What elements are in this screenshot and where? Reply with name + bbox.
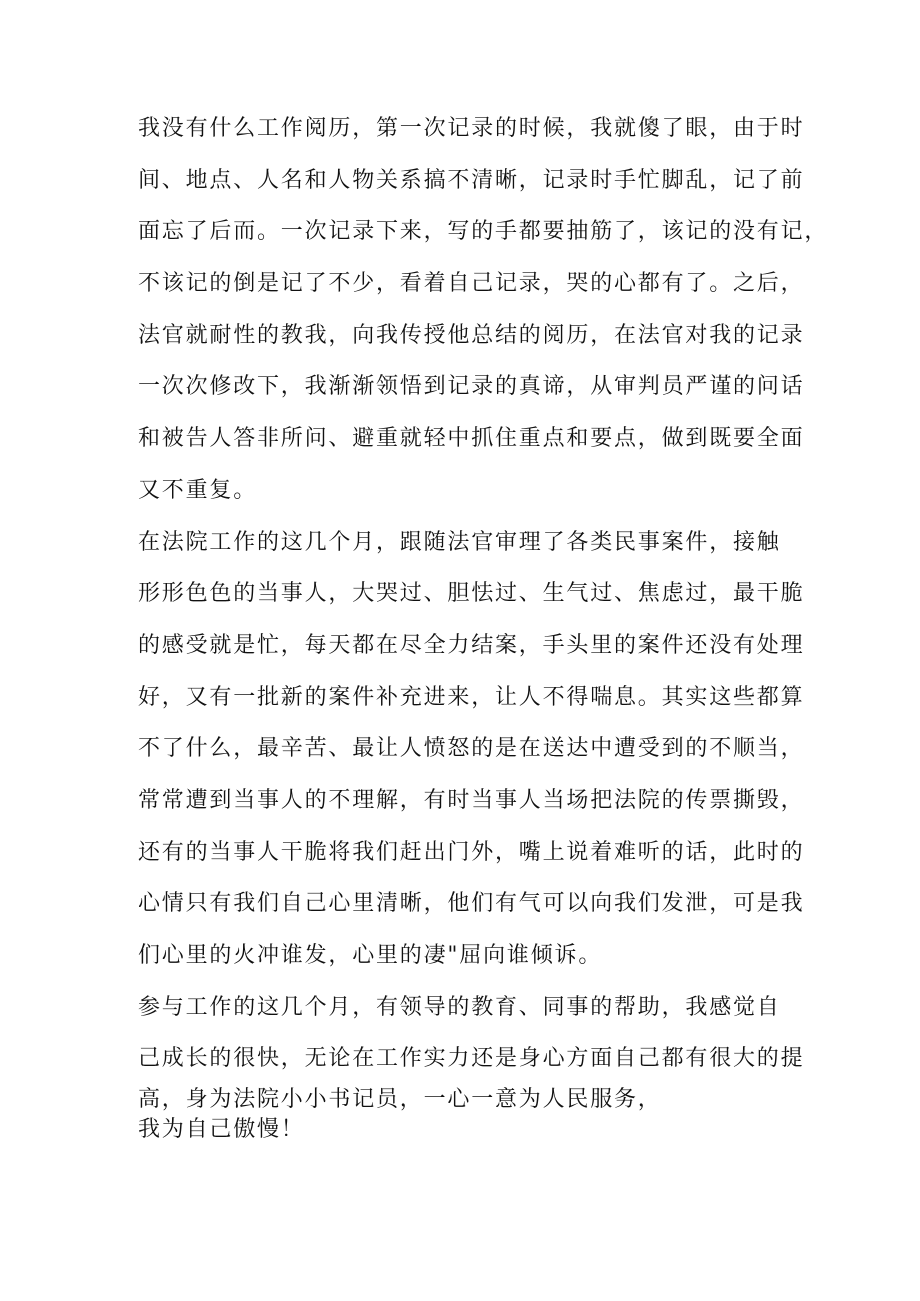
text-line: 不该记的倒是记了不少，看着自己记录，哭的心都有了。之后， — [138, 271, 805, 297]
text-line: 不了什么，最辛苦、最让人愤怒的是在送达中遭受到的不顺当， — [138, 736, 805, 762]
text-line: 和被告人答非所问、避重就轻中抓住重点和要点，做到既要全面 — [138, 426, 805, 452]
document-body — [138, 103, 829, 1145]
text-line: 一次次修改下，我渐渐领悟到记录的真谛，从审判员严谨的问话 — [138, 374, 805, 400]
text-line: 己成长的很快，无论在工作实力还是身心方面自己都有很大的提 — [138, 1046, 805, 1072]
text-line: 的感受就是忙，每天都在尽全力结案，手头里的案件还没有处理 — [138, 632, 805, 658]
text-line: 好，又有一批新的案件补充进来，让人不得喘息。其实这些都算 — [138, 684, 805, 710]
text-line: 高，身为法院小小书记员，一心一意为人民服务， — [138, 1087, 662, 1113]
text-line: 间、地点、人名和人物关系搞不清晰，记录时手忙脚乱，记了前 — [138, 167, 805, 193]
text-line: 常常遭到当事人的不理解，有时当事人当场把法院的传票撕毁， — [138, 787, 805, 813]
text-line: 心情只有我们自己心里清晰，他们有气可以向我们发泄，可是我 — [138, 891, 805, 917]
text-line: 参与工作的这几个月，有领导的教育、同事的帮助，我感觉自 — [138, 994, 781, 1020]
text-line: 面忘了后而。一次记录下来，写的手都要抽筋了，该记的没有记， — [138, 219, 829, 245]
text-line: 在法院工作的这几个月，跟随法官审理了各类民事案件，接触 — [138, 529, 781, 555]
text-line: 们心里的火冲谁发，心里的凄"屈向谁倾诉。 — [138, 943, 603, 968]
text-line: 我没有什么工作阅历，第一次记录的时候，我就傻了眼，由于时 — [138, 116, 805, 141]
text-line: 形形色色的当事人，大哭过、胆怯过、生气过、焦虑过，最干脆 — [138, 581, 805, 607]
text-line: 法官就耐性的教我，向我传授他总结的阅历，在法官对我的记录 — [138, 322, 805, 348]
text-line: 我为自己傲慢！ — [138, 1117, 305, 1143]
text-line: 还有的当事人干脆将我们赶出门外，嘴上说着难听的话，此时的 — [138, 839, 805, 865]
text-line: 又不重复。 — [138, 477, 258, 503]
